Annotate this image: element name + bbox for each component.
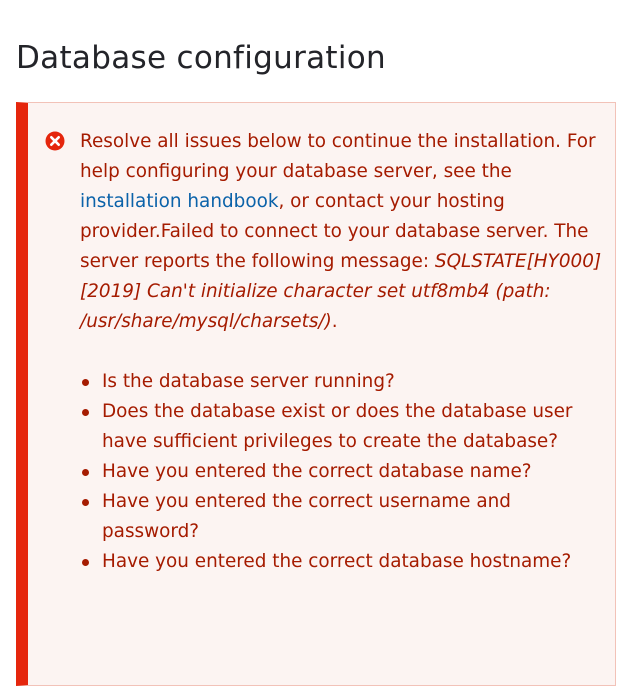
issue-text: Does the database exist or does the database user have sufficient privileges to create the database? [102, 401, 573, 452]
list-item [80, 397, 605, 457]
page-title: Database configuration [16, 40, 387, 76]
issue-text: Have you entered the correct database name? [102, 461, 532, 482]
issues-list [80, 367, 605, 577]
issue-text: Is the database server running? [102, 371, 395, 392]
error-summary [80, 127, 605, 337]
list-item [80, 487, 605, 547]
list-item [80, 457, 605, 487]
installation-handbook-link[interactable]: installation handbook [80, 191, 279, 212]
error-circle-x-icon [45, 131, 65, 151]
list-item [80, 547, 605, 577]
issue-text: Have you entered the correct database hostname? [102, 551, 572, 572]
error-lead-text: Resolve all issues below to continue the installation. For help configuring your database server, see the [80, 131, 596, 182]
issue-text: Have you entered the correct username and password? [102, 491, 511, 542]
server-error-message: SQLSTATE[HY000] [2019] Can't initialize character set utf8mb4 (path: /usr/share/mysql/charsets/) [80, 251, 602, 332]
error-message [80, 127, 605, 577]
error-trailing-text: . [331, 311, 338, 332]
error-message-box [16, 102, 616, 686]
list-item [80, 367, 605, 397]
error-after-link-text: , or contact your hosting provider.Failed to connect to your database server. The server reports the following message: [80, 191, 589, 272]
